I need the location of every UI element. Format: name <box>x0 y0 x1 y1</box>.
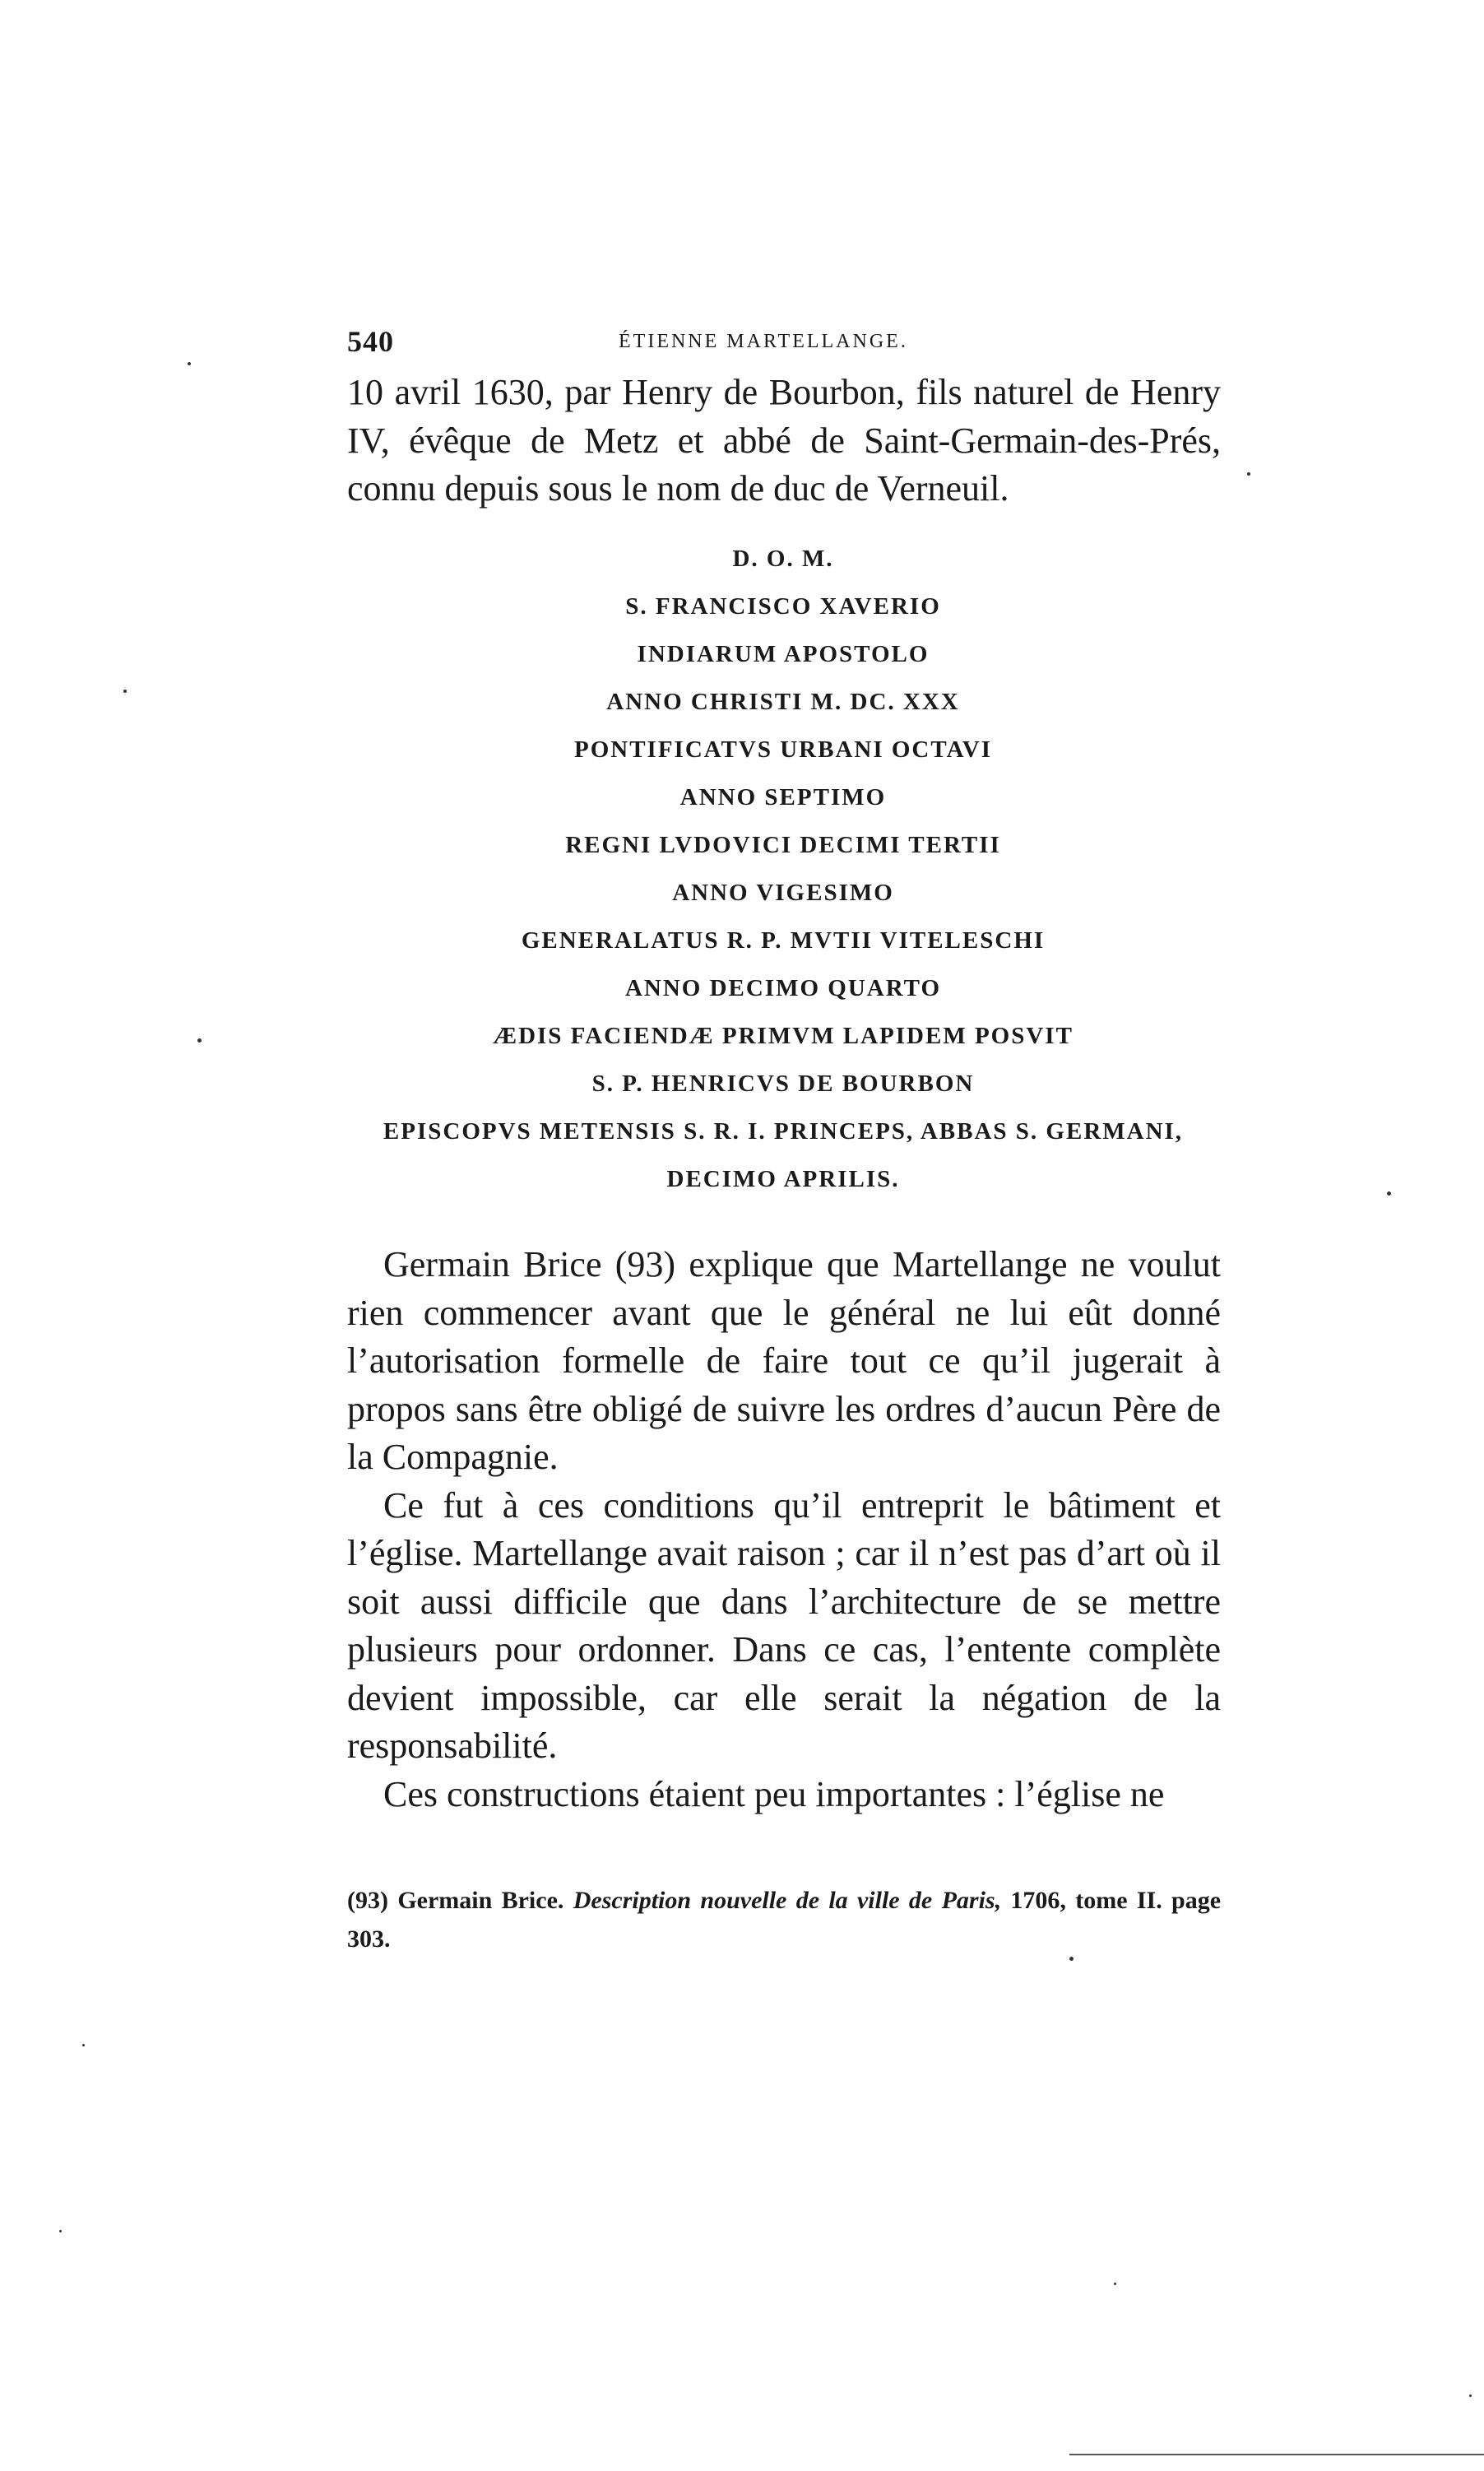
paragraph: Ces constructions étaient peu importantes : l’église ne <box>383 1773 1165 1814</box>
inscription-line: PONTIFICATVS URBANI OCTAVI <box>573 736 992 763</box>
speck <box>1387 1191 1391 1196</box>
speck <box>1069 1957 1074 1961</box>
paragraph: Ce fut à ces conditions qu’il entreprit le bâtiment et l’église. Martellange avait raison ; car il n’est pas d’art où il soit aussi difficile que dans l’architecture de se mettre plusieurs pour ordonner. Dans ce cas, l’entente complète devient impossible, car elle serait la négation de la responsabilité. <box>347 1484 1221 1766</box>
inscription-line: ANNO DECIMO QUARTO <box>624 975 942 1001</box>
inscription-line: D. O. M. <box>732 546 834 572</box>
main-text <box>347 1241 1221 1818</box>
inscription-line: ÆDIS FACIENDÆ PRIMVM LAPIDEM POSVIT <box>493 1023 1074 1049</box>
inscription-line: S. FRANCISCO XAVERIO <box>625 593 941 620</box>
footnote-title: Description nouvelle de la ville de Paris, <box>573 1887 1002 1914</box>
speck <box>1247 472 1250 476</box>
inscription-line: GENERALATUS R. P. MVTII VITELESCHI <box>521 927 1046 954</box>
inscription-line: ANNO VIGESIMO <box>672 880 894 906</box>
inscription-line: REGNI LVDOVICI DECIMI TERTII <box>565 832 1001 858</box>
page-number: 540 <box>347 325 394 358</box>
inscription-line: EPISCOPVS METENSIS S. R. I. PRINCEPS, ABBAS S. GERMANI, <box>383 1118 1184 1145</box>
running-title: ÉTIENNE MARTELLANGE. <box>619 331 908 352</box>
paragraph: Germain Brice (93) explique que Martellange ne voulut rien commencer avant que le général ne lui eût donné l’autorisation formelle de faire tout ce qu’il jugerait à propos sans être obligé de suivre les ordres d’aucun Père de la Compagnie. <box>347 1244 1221 1477</box>
speck <box>1469 2394 1472 2397</box>
footnote-number: (93) <box>347 1887 388 1914</box>
speck <box>197 1038 202 1043</box>
inscription-line: S. P. HENRICVS DE BOURBON <box>591 1071 975 1097</box>
continued-paragraph: 10 avril 1630, par Henry de Bourbon, fils naturel de Henry IV, évêque de Metz et abbé de Saint-Germain-des-Prés, connu depuis sous le nom de duc de Verneuil. <box>347 372 1221 509</box>
speck <box>188 362 191 365</box>
inscription <box>329 535 1237 1203</box>
inscription-line: ANNO CHRISTI M. DC. XXX <box>606 689 960 715</box>
footnote-author: Germain Brice. <box>397 1887 564 1914</box>
inscription-line: ANNO SEPTIMO <box>679 784 887 811</box>
bottom-edge-rule <box>1069 2454 1484 2455</box>
inscription-line: INDIARUM APOSTOLO <box>637 641 930 667</box>
speck <box>59 2230 62 2232</box>
speck <box>1114 2283 1116 2285</box>
footnote <box>347 1881 1221 1958</box>
page-header <box>347 324 1219 360</box>
speck <box>82 2044 85 2046</box>
speck <box>123 690 127 693</box>
footnote-rest: 1706, tome II. page 303. <box>347 1887 1222 1953</box>
inscription-line: DECIMO APRILIS. <box>666 1166 900 1192</box>
